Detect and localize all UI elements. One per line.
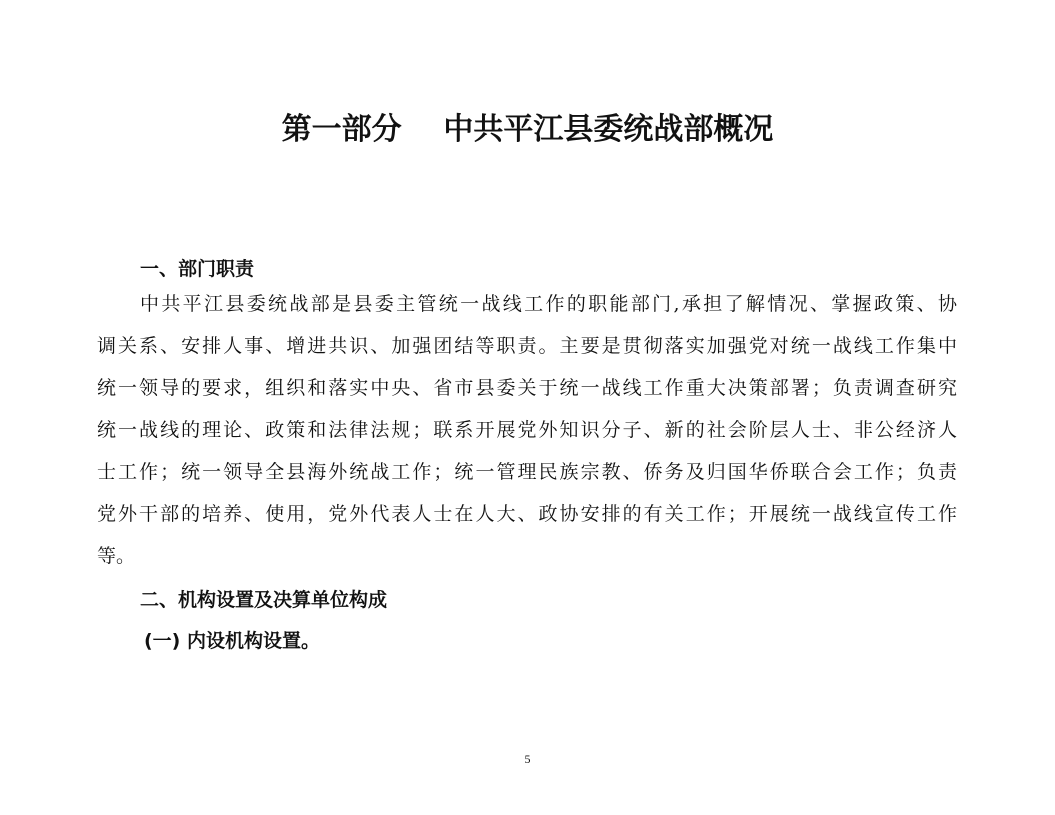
section-heading-organization: 二、机构设置及决算单位构成	[140, 589, 388, 611]
paragraph-line: 士工作；统一领导全县海外统战工作；统一管理民族宗教、侨务及归国华侨联合会工作；负责	[97, 461, 957, 483]
paragraph-line: 统一领导的要求，组织和落实中央、省市县委关于统一战线工作重大决策部署；负责调查研究	[97, 377, 957, 399]
paragraph-line: 调关系、安排人事、增进共识、加强团结等职责。主要是贯彻落实加强党对统一战线工作集中	[97, 335, 957, 357]
paragraph-line: 中共平江县委统战部是县委主管统一战线工作的职能部门,承担了解情况、掌握政策、协	[140, 293, 957, 315]
paragraph-line: 等。	[97, 545, 136, 567]
page-title: 第一部分 中共平江县委统战部概况	[281, 112, 774, 147]
section-heading-duties: 一、部门职责	[140, 258, 255, 280]
page-number: 5	[524, 752, 531, 766]
subsection-heading-internal-structure: (一) 内设机构设置。	[144, 630, 320, 652]
paragraph-line: 党外干部的培养、使用，党外代表人士在人大、政协安排的有关工作；开展统一战线宣传工作	[97, 503, 957, 525]
paragraph-line: 统一战线的理论、政策和法律法规；联系开展党外知识分子、新的社会阶层人士、非公经济人	[97, 419, 957, 441]
